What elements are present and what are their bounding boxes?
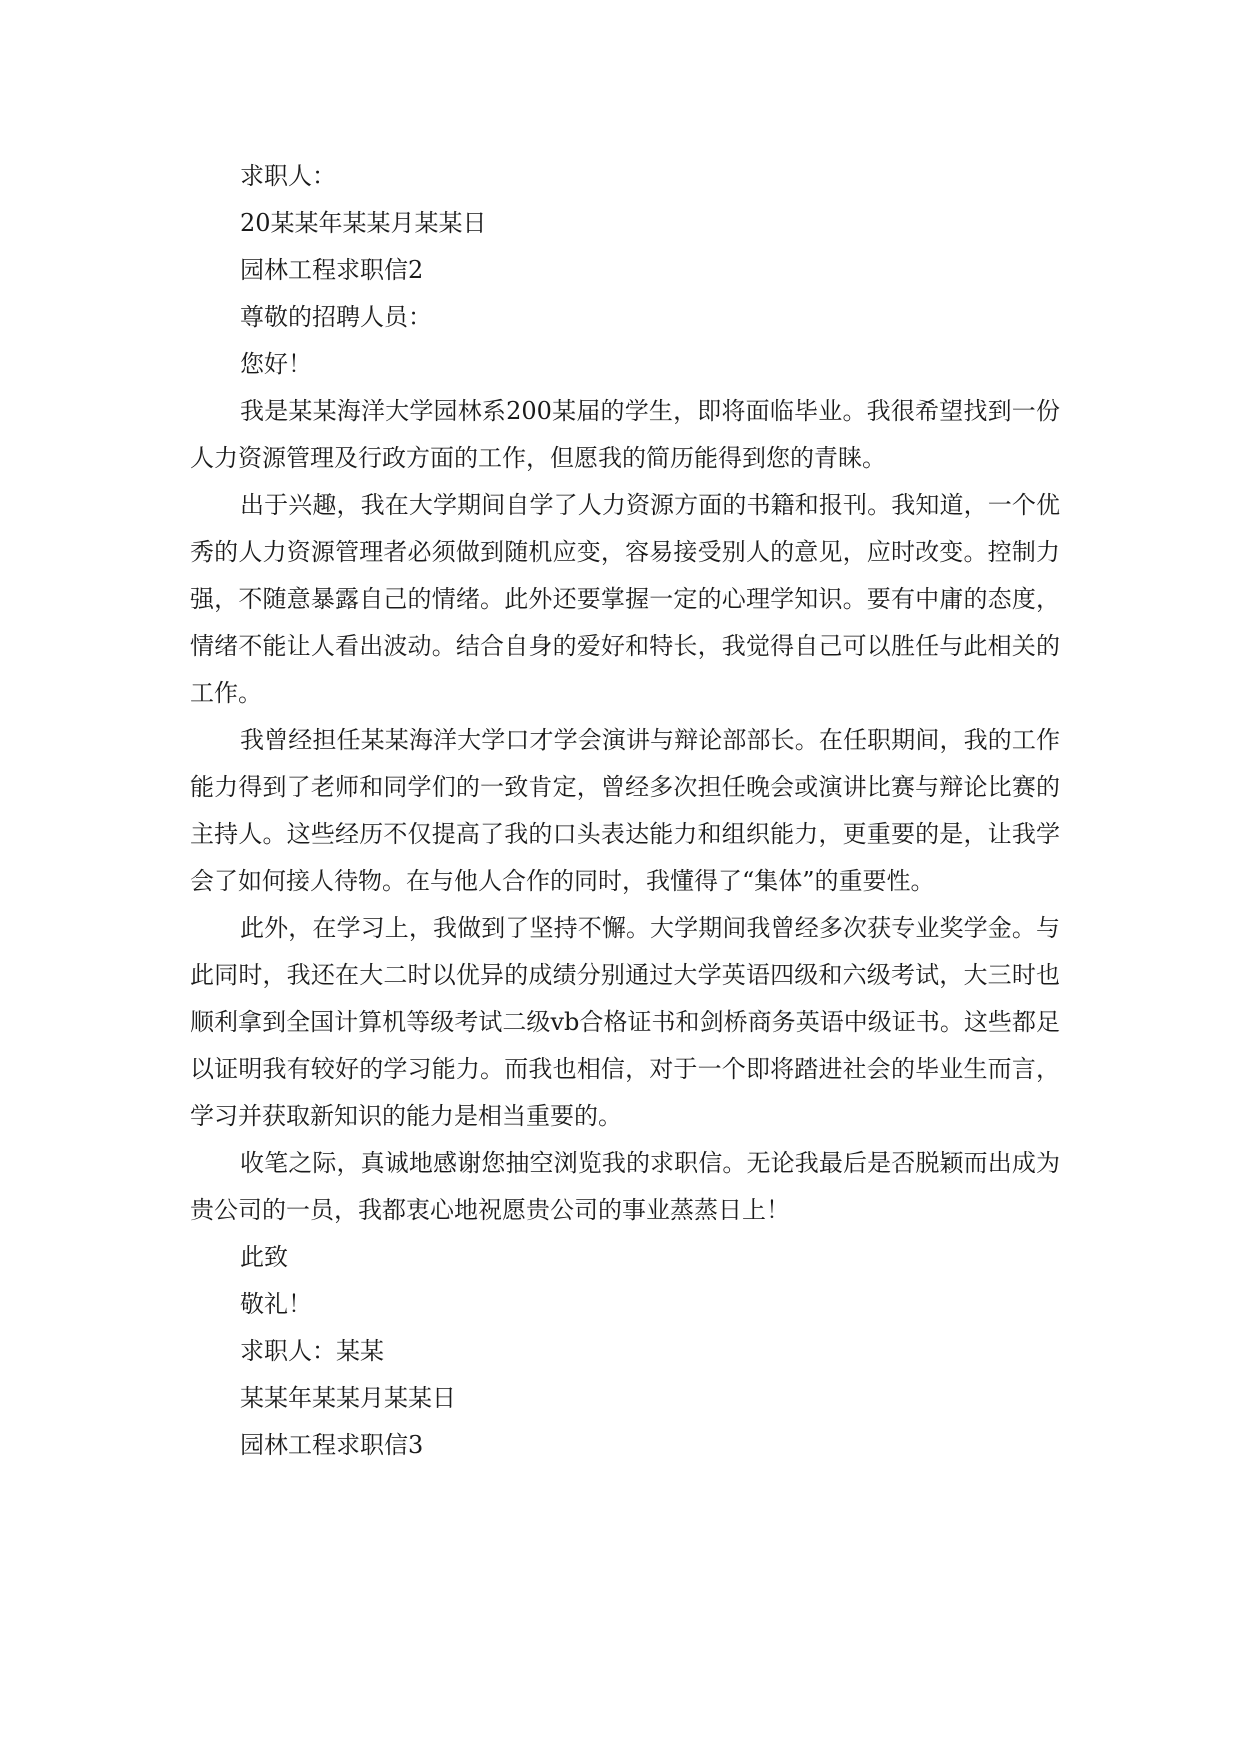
salutation: 尊敬的招聘人员： xyxy=(240,303,432,331)
letter-body xyxy=(190,153,1060,1469)
paragraph-closing: 收笔之际，真诚地感谢您抽空浏览我的求职信。无论我最后是否脱颖而出成为贵公司的一员，我都衷心地祝愿贵公司的事业蒸蒸日上！ xyxy=(190,1149,1060,1224)
paragraph-experience: 我曾经担任某某海洋大学口才学会演讲与辩论部部长。在任职期间，我的工作能力得到了老师和同学们的一致肯定，曾经多次担任晚会或演讲比赛与辩论比赛的主持人。这些经历不仅提高了我的口头表达能力和组织能力，更重要的是，让我学会了如何接人待物。在与他人合作的同时，我懂得了“集体”的重要性。 xyxy=(190,726,1060,895)
next-letter-title: 园林工程求职信3 xyxy=(240,1431,424,1459)
signature-line: 求职人：某某 xyxy=(240,1337,384,1365)
closing-regards: 此致 xyxy=(240,1243,288,1271)
closing-salute: 敬礼！ xyxy=(240,1290,312,1318)
paragraph-interest: 出于兴趣，我在大学期间自学了人力资源方面的书籍和报刊。我知道，一个优秀的人力资源管理者必须做到随机应变，容易接受别人的意见，应时改变。控制力强，不随意暴露自己的情绪。此外还要掌握一定的心理学知识。要有中庸的态度，情绪不能让人看出波动。结合自身的爱好和特长，我觉得自己可以胜任与此相关的工作。 xyxy=(190,491,1060,707)
date-line: 20某某年某某月某某日 xyxy=(240,209,487,237)
paragraph-intro: 我是某某海洋大学园林系200某届的学生，即将面临毕业。我很希望找到一份人力资源管理及行政方面的工作，但愿我的简历能得到您的青睐。 xyxy=(190,397,1060,472)
greeting: 您好！ xyxy=(240,350,312,378)
letter-title: 园林工程求职信2 xyxy=(240,256,424,284)
paragraph-study: 此外，在学习上，我做到了坚持不懈。大学期间我曾经多次获专业奖学金。与此同时，我还在大二时以优异的成绩分别通过大学英语四级和六级考试，大三时也顺利拿到全国计算机等级考试二级vb合格证书和剑桥商务英语中级证书。这些都足以证明我有较好的学习能力。而我也相信，对于一个即将踏进社会的毕业生而言，学习并获取新知识的能力是相当重要的。 xyxy=(190,914,1060,1130)
signature-date: 某某年某某月某某日 xyxy=(240,1384,456,1412)
applicant-line: 求职人： xyxy=(240,162,336,190)
